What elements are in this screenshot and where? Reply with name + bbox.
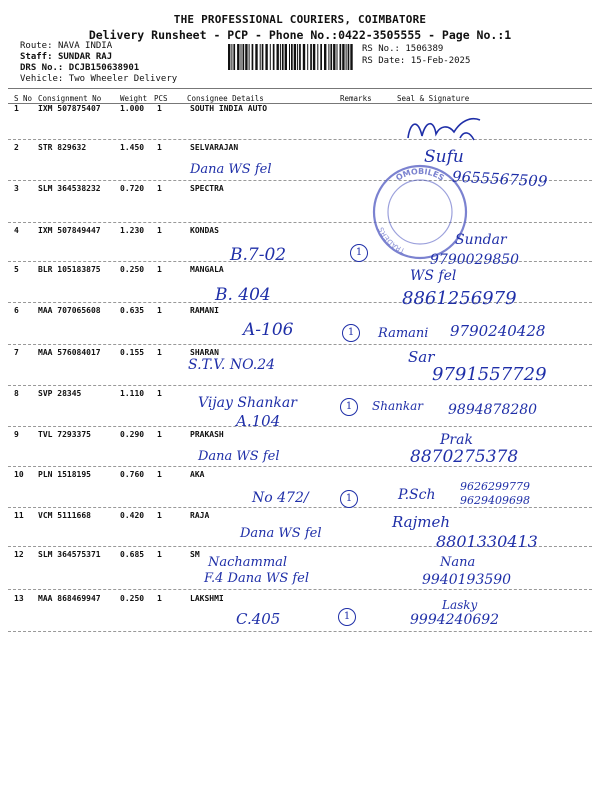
barcode-bar: [307, 44, 308, 70]
stamp-text-side: TRADERS: [377, 225, 407, 255]
cell-pcs: 1: [157, 104, 162, 113]
hw-r9-phone: 8870275378: [410, 447, 519, 467]
barcode-bar: [241, 44, 242, 70]
hw-r8-address-2: A.104: [236, 412, 281, 430]
hw-r8-phone: 9894878280: [448, 402, 538, 418]
barcode-bar: [324, 44, 326, 70]
cell-weight: 1.000: [120, 104, 145, 113]
hw-r10-phone-1: 9626299779: [460, 480, 530, 493]
cell-pcs: 1: [157, 511, 162, 520]
hw-r13-signature: Lasky: [442, 598, 478, 612]
hw-r4-signature: Sundar: [455, 232, 507, 248]
hw-r7-signature: Sar: [408, 348, 435, 366]
drs-value: DCJB150638901: [68, 63, 140, 73]
cell-weight: 0.155: [120, 348, 145, 357]
barcode-bar: [320, 44, 322, 70]
hw-r5-phone: 8861256979: [402, 288, 517, 309]
cell-consignee: PRAKASH: [190, 430, 224, 439]
barcode-bar: [333, 44, 335, 70]
cell-weight: 0.420: [120, 511, 145, 520]
barcode-bar: [289, 44, 290, 70]
barcode-bar: [280, 44, 281, 70]
hw-r10-address: No 472/: [252, 490, 309, 506]
hw-r10-phone-2: 9629409698: [460, 494, 530, 507]
col-header-sno: S No: [14, 94, 33, 103]
cell-consignee: RAMANI: [190, 306, 219, 315]
barcode-bar: [252, 44, 254, 70]
barcode-bar: [294, 44, 296, 70]
barcode-bar: [233, 44, 235, 70]
vehicle-label: Vehicle:: [20, 74, 64, 84]
cell-consignee: AKA: [190, 470, 205, 479]
hw-r6-phone: 9790240428: [450, 322, 546, 340]
barcode-bar: [310, 44, 312, 70]
barcode-bar: [340, 44, 342, 70]
rs-no-line: [362, 44, 443, 54]
cell-consignee: SELVARAJAN: [190, 143, 239, 152]
cell-consignee: KONDAS: [190, 226, 219, 235]
signature-squiggle-row1: [400, 112, 490, 148]
cell-consignee: SPECTRA: [190, 184, 224, 193]
hw-r6-address: A-106: [243, 320, 294, 340]
table-top-rule: [8, 88, 592, 89]
hw-r7-address: S.T.V. NO.24: [188, 357, 276, 373]
cell-sno: 4: [14, 226, 19, 235]
hw-r13-phone: 9994240692: [410, 612, 500, 628]
runsheet-title: Delivery Runsheet - PCP - Phone No.:0422-3505555 - Page No.:1: [88, 28, 512, 42]
company-title: THE PROFESSIONAL COURIERS, COIMBATORE: [173, 13, 427, 26]
col-header-remarks: Remarks: [340, 94, 372, 103]
hw-r12-signature: Nana: [440, 555, 476, 570]
barcode-bar: [260, 44, 261, 70]
cell-consignment: IXM 507849447: [38, 226, 101, 235]
row-divider: [8, 222, 592, 223]
barcode-bar: [282, 44, 284, 70]
barcode-bar: [317, 44, 318, 70]
cell-pcs: 1: [157, 306, 162, 315]
barcode-bar: [265, 44, 267, 70]
drs-line: [20, 63, 139, 73]
cell-sno: 10: [14, 470, 24, 479]
cell-pcs: 1: [157, 470, 162, 479]
cell-consignment: MAA 868469947: [38, 594, 101, 603]
circled-one-mark: 1: [340, 490, 358, 508]
row-divider: [8, 385, 592, 386]
hw-r5-address: B. 404: [215, 285, 271, 305]
hw-r8-signature: Shankar: [372, 399, 423, 413]
barcode: [228, 44, 356, 70]
route-line: [20, 41, 112, 51]
barcode-bar: [277, 44, 279, 70]
barcode-bar: [285, 44, 287, 70]
hw-r2-address: Dana WS fel: [190, 162, 272, 177]
hw-r4-address: B.7-02: [230, 245, 287, 265]
cell-consignment: SLM 364575371: [38, 550, 101, 559]
hw-r9-signature: Prak: [440, 432, 473, 448]
barcode-bar: [243, 44, 245, 70]
row-divider: [8, 631, 592, 632]
route-value: NAVA INDIA: [57, 41, 113, 51]
cell-consignment: SLM 364538232: [38, 184, 101, 193]
barcode-bar: [262, 44, 264, 70]
circled-one-mark: 1: [340, 398, 358, 416]
circled-one-mark: 1: [350, 244, 368, 262]
route-label: Route:: [20, 41, 53, 51]
col-header-consignment: Consignment No: [38, 94, 102, 103]
cell-weight: 1.230: [120, 226, 145, 235]
hw-r2-signature: Sufu: [424, 147, 464, 167]
drs-label: DRS No.:: [20, 63, 64, 73]
row-divider: [8, 426, 592, 427]
cell-consignee: SHARAN: [190, 348, 219, 357]
hw-r11-signature: Rajmeh: [392, 513, 450, 531]
cell-weight: 1.450: [120, 143, 145, 152]
barcode-bar: [313, 44, 315, 70]
barcode-bar: [249, 44, 250, 70]
barcode-bar: [273, 44, 275, 70]
barcode-bar: [299, 44, 301, 70]
hw-r12-address-2: F.4 Dana WS fel: [204, 571, 310, 586]
cell-weight: 0.720: [120, 184, 145, 193]
barcode-bar: [231, 44, 232, 70]
cell-sno: 11: [14, 511, 24, 520]
cell-pcs: 1: [157, 265, 162, 274]
hw-r2-phone: 9655567509: [451, 167, 548, 191]
barcode-bar: [350, 44, 352, 70]
barcode-bar: [255, 44, 257, 70]
cell-pcs: 1: [157, 389, 162, 398]
cell-pcs: 1: [157, 594, 162, 603]
rs-date-line: [362, 56, 470, 66]
col-header-weight: Weight: [120, 94, 148, 103]
hw-r12-phone: 9940193590: [422, 572, 512, 588]
hw-r9-address: Dana WS fel: [198, 449, 280, 464]
col-header-seal: Seal & Signature: [397, 94, 470, 103]
cell-consignment: VCM 5111668: [38, 511, 91, 520]
hw-r10-signature: P.Sch: [398, 487, 436, 503]
cell-pcs: 1: [157, 430, 162, 439]
row-divider: [8, 589, 592, 590]
barcode-bar: [330, 44, 332, 70]
cell-pcs: 1: [157, 348, 162, 357]
cell-weight: 0.685: [120, 550, 145, 559]
circled-one-mark: 1: [338, 608, 356, 626]
cell-weight: 1.110: [120, 389, 145, 398]
barcode-bar: [228, 44, 230, 70]
row-divider: [8, 344, 592, 345]
row-divider: [8, 507, 592, 508]
barcode-bar: [337, 44, 338, 70]
circled-one-mark: 1: [342, 324, 360, 342]
barcode-bar: [346, 44, 347, 70]
cell-sno: 7: [14, 348, 19, 357]
cell-consignee: SOUTH INDIA AUTO: [190, 104, 268, 113]
hw-r6-signature: Ramani: [378, 326, 429, 341]
staff-label: Staff:: [20, 52, 53, 62]
cell-sno: 9: [14, 430, 19, 439]
cell-consignment: STR 829632: [38, 143, 87, 152]
cell-sno: 2: [14, 143, 19, 152]
cell-pcs: 1: [157, 143, 162, 152]
barcode-bar: [245, 44, 247, 70]
row-divider: [8, 139, 592, 140]
barcode-bar: [303, 44, 305, 70]
col-header-consignee: Consignee Details: [187, 94, 264, 103]
rs-date-label: RS Date:: [362, 56, 406, 66]
cell-weight: 0.290: [120, 430, 145, 439]
cell-consignee: LAKSHMI: [190, 594, 224, 603]
hw-r5-signature: WS fel: [410, 268, 457, 284]
col-header-pcs: PCS: [154, 94, 168, 103]
cell-consignment: MAA 707065608: [38, 306, 101, 315]
cell-consignment: MAA 576084017: [38, 348, 101, 357]
cell-sno: 3: [14, 184, 19, 193]
cell-weight: 0.250: [120, 265, 145, 274]
cell-weight: 0.635: [120, 306, 145, 315]
cell-consignee: RAJA: [190, 511, 210, 520]
cell-weight: 0.250: [120, 594, 145, 603]
cell-consignment: TVL 7293375: [38, 430, 91, 439]
cell-consignment: PLN 1518195: [38, 470, 91, 479]
cell-consignee: SM: [190, 550, 200, 559]
cell-sno: 6: [14, 306, 19, 315]
hw-r4-phone: 9790029850: [430, 252, 520, 268]
staff-value: SUNDAR RAJ: [57, 52, 113, 62]
barcode-bar: [342, 44, 344, 70]
vehicle-line: [20, 74, 177, 84]
stamp-text-top: OMOBILES: [394, 166, 446, 183]
hw-r11-phone: 8801330413: [436, 532, 538, 551]
cell-sno: 13: [14, 594, 24, 603]
barcode-bar: [291, 44, 293, 70]
hw-r8-address-1: Vijay Shankar: [198, 395, 297, 411]
hw-r7-phone: 9791557729: [432, 364, 547, 385]
cell-weight: 0.760: [120, 470, 145, 479]
cell-consignment: SVP 28345: [38, 389, 82, 398]
cell-sno: 8: [14, 389, 19, 398]
cell-consignee: MANGALA: [190, 265, 224, 274]
hw-r11-address: Dana WS fel: [240, 526, 322, 541]
rs-no-label: RS No.:: [362, 44, 400, 54]
barcode-bar: [328, 44, 329, 70]
barcode-bar: [297, 44, 298, 70]
staff-line: [20, 52, 112, 62]
cell-pcs: 1: [157, 226, 162, 235]
barcode-bar: [348, 44, 350, 70]
svg-text:TRADERS: [377, 225, 407, 255]
barcode-bar: [270, 44, 271, 70]
hw-r13-address: C.405: [236, 610, 281, 628]
cell-sno: 5: [14, 265, 19, 274]
cell-sno: 1: [14, 104, 19, 113]
cell-pcs: 1: [157, 184, 162, 193]
rs-no-value: 1506389: [405, 44, 444, 54]
cell-sno: 12: [14, 550, 24, 559]
rs-date-value: 15-Feb-2025: [410, 56, 471, 66]
hw-r12-address-1: Nachammal: [208, 555, 288, 570]
vehicle-value: Two Wheeler Delivery: [68, 74, 178, 84]
cell-consignment: IXM 507875407: [38, 104, 101, 113]
barcode-bar: [237, 44, 239, 70]
cell-pcs: 1: [157, 550, 162, 559]
cell-consignment: BLR 105183875: [38, 265, 101, 274]
